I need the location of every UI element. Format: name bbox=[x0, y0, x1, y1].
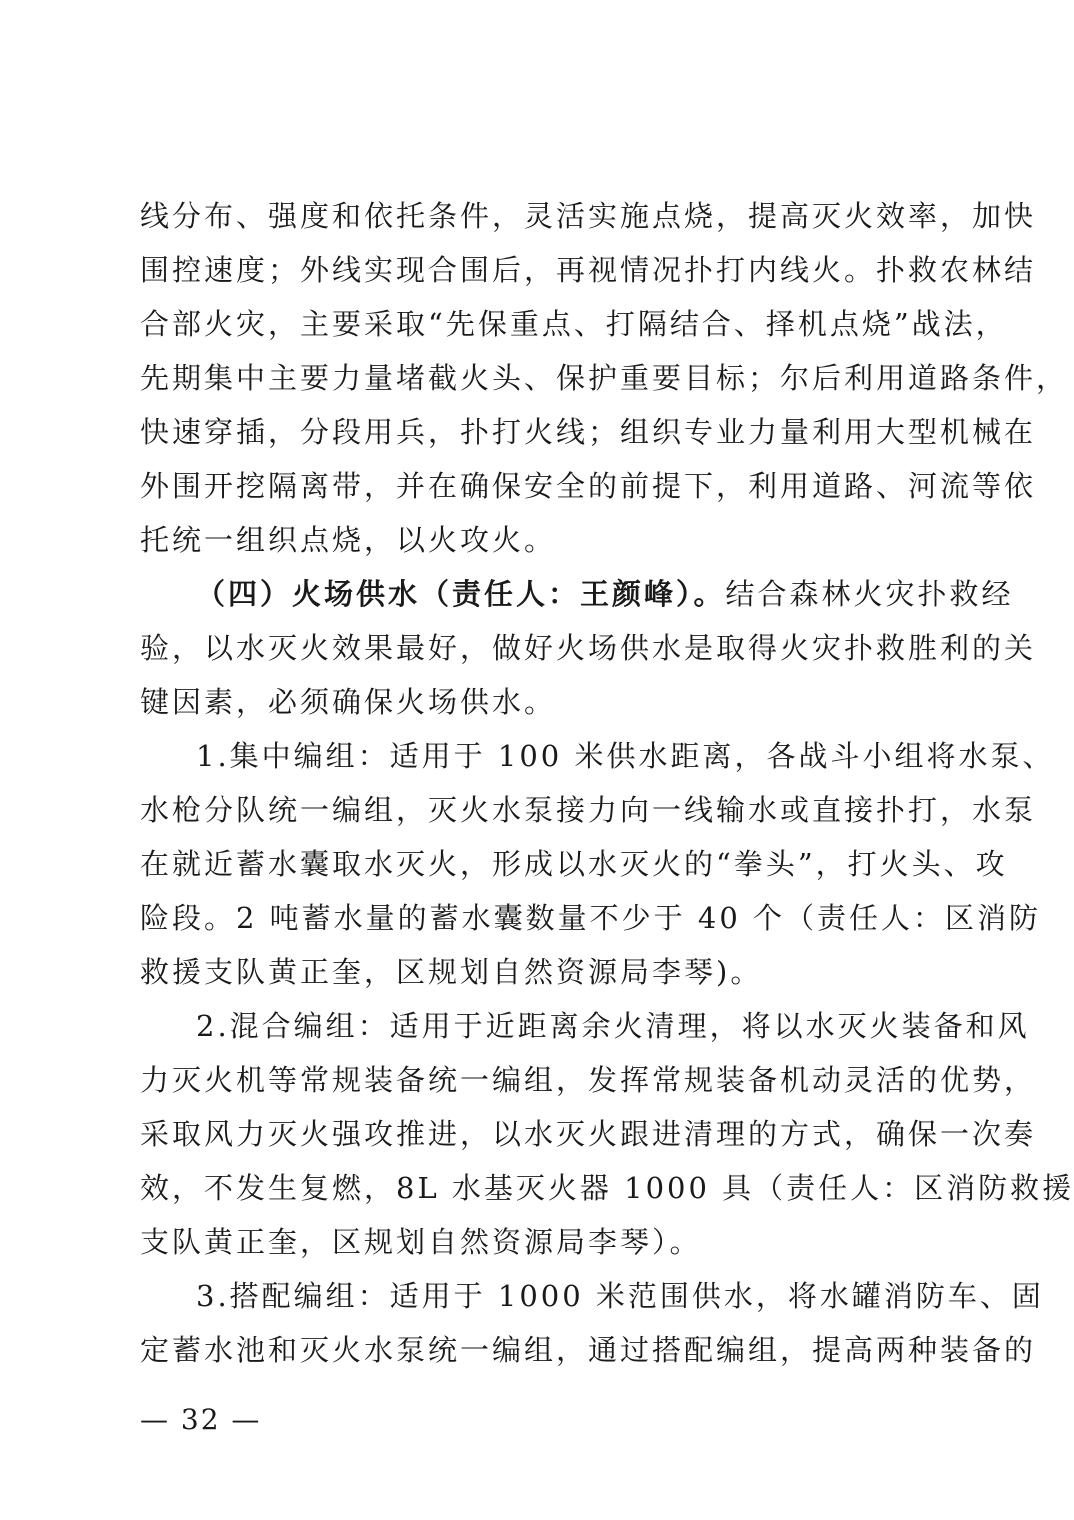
body-text-line: 效，不发生复燃，8L 水基灭火器 1000 具（责任人：区消防救援 bbox=[140, 1171, 1074, 1205]
body-text-line: 托统一组织点烧，以火攻火。 bbox=[140, 523, 557, 557]
section-heading: （四）火场供水（责任人：王颜峰）。 bbox=[196, 577, 726, 611]
body-text-line: 合部火灾，主要采取“先保重点、打隔结合、择机点烧”战法， bbox=[140, 307, 1008, 341]
body-text-line: 围控速度；外线实现合围后，再视情况扑打内线火。扑救农林结 bbox=[140, 253, 1037, 287]
body-text-line: 键因素，必须确保火场供水。 bbox=[140, 685, 557, 719]
body-text-line: 支队黄正奎，区规划自然资源局李琴）。 bbox=[140, 1225, 702, 1259]
body-text-line: 水枪分队统一编组，灭火水泵接力向一线输水或直接扑打，水泵 bbox=[140, 793, 1037, 827]
body-text-line: 险段。2 吨蓄水量的蓄水囊数量不少于 40 个（责任人：区消防 bbox=[140, 901, 1042, 935]
body-text-line: 救援支队黄正奎，区规划自然资源局李琴)。 bbox=[140, 955, 763, 989]
section-heading-line bbox=[196, 574, 1014, 614]
body-text-line: 快速穿插，分段用兵，扑打火线；组织专业力量利用大型机械在 bbox=[140, 415, 1037, 449]
body-text-line: 先期集中主要力量堵截火头、保护重要目标；尔后利用道路条件， bbox=[140, 361, 1069, 395]
body-text-line: 3.搭配编组：适用于 1000 米范围供水，将水罐消防车、固 bbox=[196, 1279, 1044, 1313]
body-text-line: 2.混合编组：适用于近距离余火清理，将以水灭火装备和风 bbox=[196, 1009, 1030, 1043]
body-text-line: 采取风力灭火强攻推进，以水灭火跟进清理的方式，确保一次奏 bbox=[140, 1117, 1037, 1151]
page-number: — 32 — bbox=[140, 1403, 262, 1436]
body-text-line: 1.集中编组：适用于 100 米供水距离，各战斗小组将水泵、 bbox=[196, 739, 1055, 773]
body-text-line: 线分布、强度和依托条件，灵活实施点烧，提高灭火效率，加快 bbox=[140, 199, 1037, 233]
body-text-line: 验，以水灭火效果最好，做好火场供水是取得火灾扑救胜利的关 bbox=[140, 631, 1037, 665]
section-heading-rest: 结合森林火灾扑救经 bbox=[725, 577, 1014, 611]
body-text-line: 力灭火机等常规装备统一编组，发挥常规装备机动灵活的优势， bbox=[140, 1063, 1037, 1097]
body-text-line: 在就近蓄水囊取水灭火，形成以水灭火的“拳头”，打火头、攻 bbox=[140, 847, 1008, 881]
body-text-line: 外围开挖隔离带，并在确保安全的前提下，利用道路、河流等依 bbox=[140, 469, 1037, 503]
body-text-line: 定蓄水池和灭火水泵统一编组，通过搭配编组，提高两种装备的 bbox=[140, 1333, 1037, 1367]
